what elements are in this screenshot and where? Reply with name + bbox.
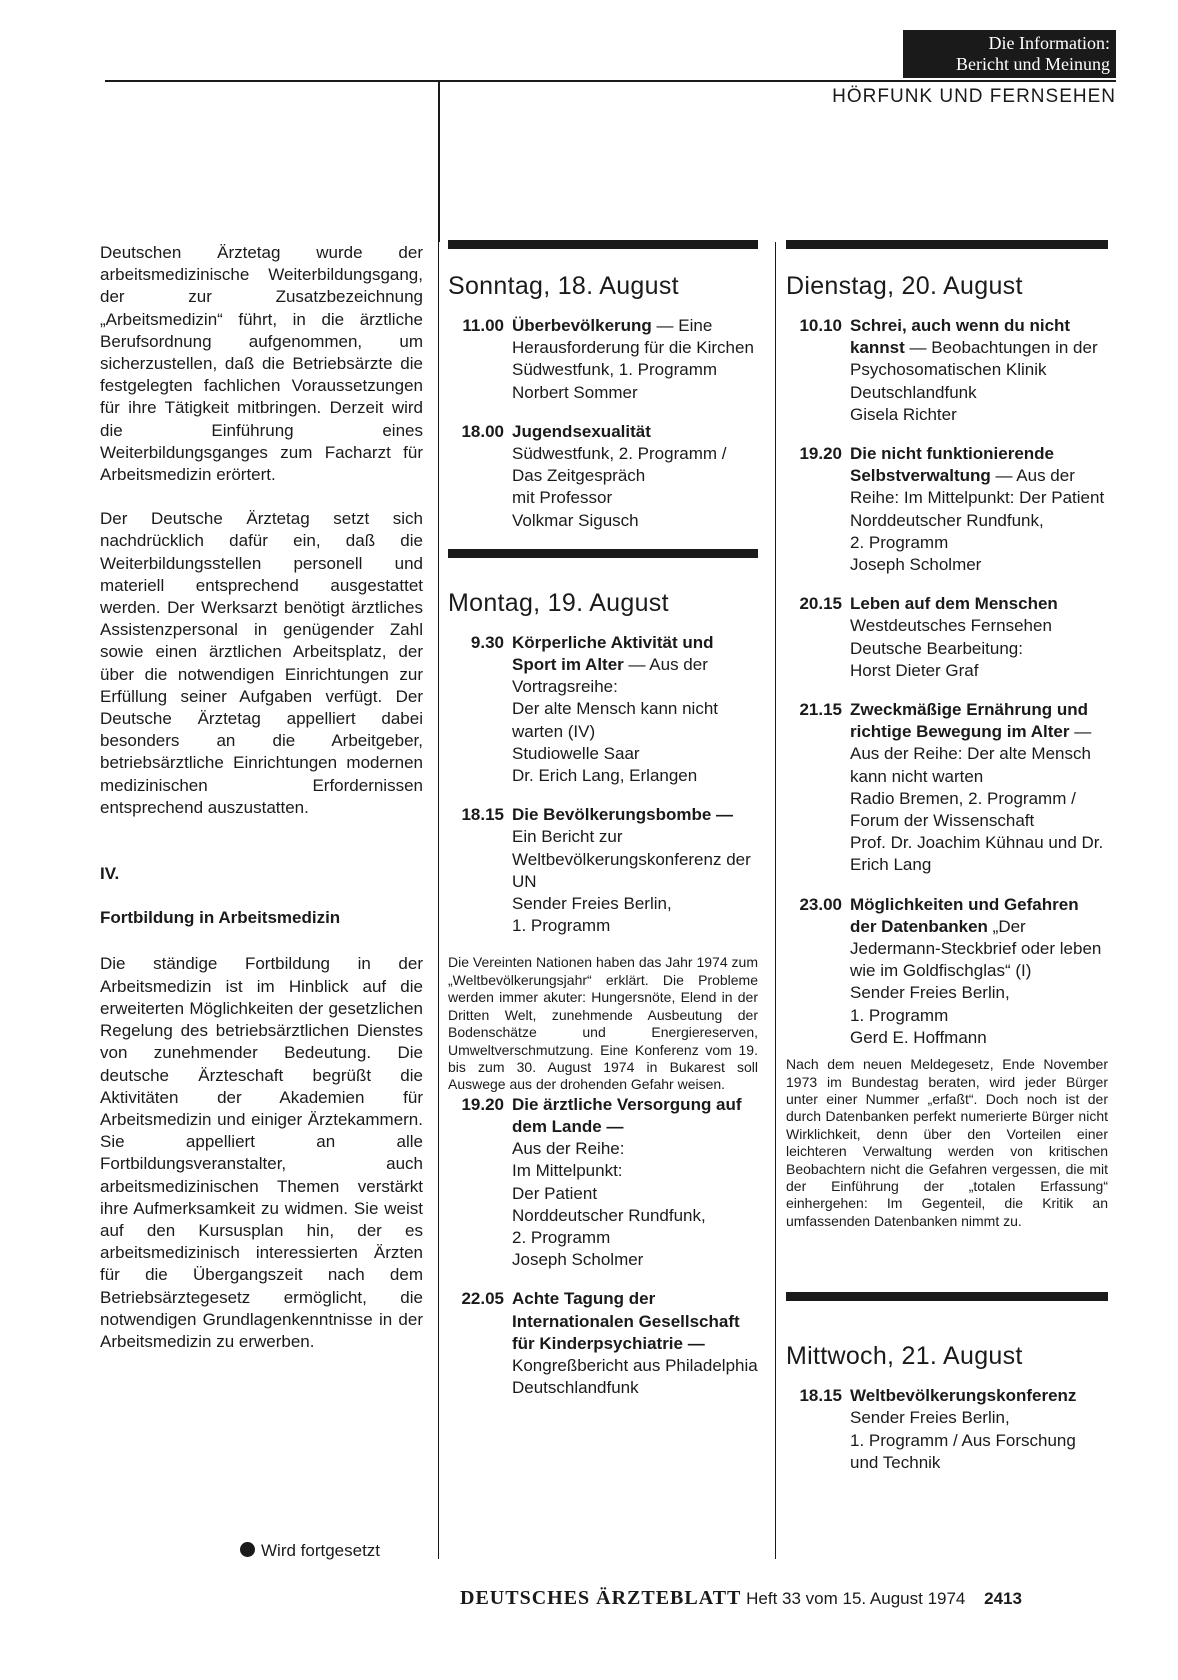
program-subtitle: — Aus der Reihe: Der alte Mensch kann nicht warten <box>850 722 1092 786</box>
program-time: 11.00 <box>462 316 504 335</box>
program-line: Sender Freies Berlin, <box>512 894 672 914</box>
program-line: Joseph Scholmer <box>850 555 982 575</box>
article-paragraph: Die ständige Fortbildung in der Arbeitsmedizin ist im Hinblick auf die erweiterten Möglichkeiten der gesetzlichen Regelung des betriebsärztlichen Dienstes von zunehmender Bedeutung. Die deutsche Ärzteschaft begrüßt die Aktivitäten der Akademien für Arbeitsmedizin und einiger Ärztekammern. Sie appelliert an alle Fortbildungsveranstalter, auch arbeitsmedizinischen Themen verstärkt ihre Aufmerksamkeit zu widmen. Sie weist auf den Kursusplan hin, der es arbeitsmedizinisch interessierten Ärzten für die Übergangszeit nach dem Betriebsärztegesetz ermöglicht, die notwendigen Grundlagenkenntnisse in der Arbeitsmedizin zu erwerben. <box>100 954 423 1351</box>
program-title: Schrei, auch wenn du nicht kannst <box>850 316 1071 358</box>
section-badge <box>903 30 1116 78</box>
program-note: Die Vereinten Nationen haben das Jahr 1974 zum „Weltbevölkerungsjahr“ erklärt. Die Probleme werden immer akuter: Hungersnöte, Elend in der Dritten Welt, zunehmende Ausbeutung der Bodenschätze und Energiereserven, Umweltverschmutzung. Eine Konferenz vom 19. bis zum 30. August 1974 in Bukarest soll Auswege aus der drohenden Gefahr weisen. <box>448 954 758 1093</box>
program-line: Gisela Richter <box>850 404 957 424</box>
program-title: Die Bevölkerungsbombe — <box>512 805 734 825</box>
program-entry <box>786 443 1108 576</box>
program-subtitle: — Eine Herausforderung für die Kirchen <box>512 316 754 358</box>
program-time: 9.30 <box>470 632 504 652</box>
program-time: 19.20 <box>461 1094 504 1114</box>
page-number: 2413 <box>984 1589 1022 1608</box>
program-note: Nach dem neuen Meldegesetz, Ende November 1973 im Bundestag beraten, wird jeder Bürger unter einer Nummer „erfaßt“. Doch noch ist der durch Datenbanken perfekt numerierte Bürger nicht Wirklichkeit, denn über den Vorteilen einer leichteren Verwaltung werden von kritischen Beobachtern nicht die Gefahren vergessen, die mit der Einführung der „totalen Erfassung“ einhergehen: Im Gegenteil, die Kritik an umfassenden Datenbanken nimmt zu. <box>786 1056 1108 1229</box>
program-subtitle: — Aus der Reihe: Im Mittelpunkt: Der Patient <box>850 466 1105 508</box>
article-paragraph: Der Deutsche Ärztetag setzt sich nachdrücklich dafür ein, daß die Weiterbildungsstellen personell und materiell entsprechend ausgestattet werden. Der Werksarzt benötigt ärztliches Assistenzpersonal in genügender Zahl sowie einen ärztlichen Arbeitsplatz, der über die notwendigen Einrichtungen zur Erfüllung seiner Aufgaben verfügt. Der Deutsche Ärztetag appelliert dabei besonders an die Arbeitgeber, betriebsärztliche Einrichtungen modernen medizinischen Erfordernissen entsprechend auszustatten. <box>100 509 423 817</box>
program-subtitle: „Der Jedermann-Steckbrief oder leben wie im Goldfischglas“ (I) <box>850 916 1102 981</box>
program-entry <box>448 804 758 937</box>
program-title: Jugendsexualität <box>512 421 651 441</box>
program-entry <box>786 593 1108 682</box>
continued-note <box>240 1541 380 1561</box>
program-line: 2. Programm <box>512 1227 611 1247</box>
program-line: Sender Freies Berlin, <box>850 983 1010 1003</box>
program-title: Weltbevölkerungskonferenz <box>850 1386 1077 1406</box>
program-line: Kongreßbericht aus Philadelphia <box>512 1355 758 1375</box>
program-entry <box>786 315 1108 426</box>
column-divider <box>775 242 776 1559</box>
column-divider <box>438 242 439 1559</box>
program-time: 19.20 <box>799 444 842 464</box>
program-line: 1. Programm <box>512 916 611 936</box>
program-line: Dr. Erich Lang, Erlangen <box>512 766 698 786</box>
program-entry <box>448 1288 758 1399</box>
day-heading: Sonntag, 18. August <box>448 272 679 300</box>
program-subtitle: — Beobachtungen in der Psychosomatischen Klinik <box>850 338 1098 380</box>
program-entry <box>448 632 758 787</box>
bullet-icon <box>240 1542 255 1557</box>
program-line: Forum der Wissenschaft <box>850 811 1035 831</box>
program-title: Leben auf dem Menschen <box>850 594 1058 614</box>
program-line: mit Professor <box>512 488 613 508</box>
program-entry <box>786 1385 1108 1474</box>
program-line: Sender Freies Berlin, <box>850 1408 1010 1428</box>
article-paragraph: Deutschen Ärztetag wurde der arbeitsmedizinische Weiterbildungsgang, der zur Zusatzbezeichnung „Arbeitsmedizin“ führt, in die ärztliche Berufsordnung aufgenommen, um sicherzustellen, daß die Betriebsärzte die festgelegten fachlichen Voraussetzungen für ihre Tätigkeit mitbringen. Derzeit wird die Einführung eines Weiterbildungsganges zum Facharzt für Arbeitsmedizin erörtert. <box>100 243 423 485</box>
program-line: Deutsche Bearbeitung: <box>850 638 1023 658</box>
program-time: 18.15 <box>461 805 504 825</box>
program-line: Radio Bremen, 2. Programm / <box>850 788 1076 808</box>
day-heading: Dienstag, 20. August <box>786 272 1023 300</box>
day-rule <box>448 240 758 249</box>
day-heading: Montag, 19. August <box>448 588 669 617</box>
section-badge-line2: Bericht und Meinung <box>956 54 1110 74</box>
issue-info: Heft 33 vom 15. August 1974 <box>746 1589 966 1608</box>
program-line: Westdeutsches Fernsehen <box>850 616 1052 636</box>
program-line: Prof. Dr. Joachim Kühnau und Dr. Erich Lang <box>850 833 1104 875</box>
program-entry <box>448 421 758 532</box>
program-entry <box>448 315 758 404</box>
program-line: 2. Programm <box>850 532 949 552</box>
program-title: Achte Tagung der Internationalen Gesellschaft für Kinderpsychiatrie — <box>512 1289 740 1353</box>
program-line: Südwestfunk, 1. Programm <box>512 360 718 380</box>
program-time: 22.05 <box>461 1289 504 1309</box>
program-time: 21.15 <box>799 700 842 720</box>
section-number: IV. <box>100 864 120 884</box>
program-entry <box>448 1094 758 1272</box>
program-line: Südwestfunk, 2. Programm / <box>512 444 727 464</box>
day-rule <box>786 240 1108 249</box>
program-column-middle <box>448 240 758 1416</box>
day-rule <box>448 549 758 558</box>
program-time: 18.00 <box>461 421 504 441</box>
program-title: Möglichkeiten und Gefahren der Datenbanken <box>850 894 1079 936</box>
program-line: Aus der Reihe: <box>512 1139 625 1159</box>
program-title: Die ärztliche Versorgung auf dem Lande — <box>512 1094 742 1136</box>
program-line: Der alte Mensch kann nicht warten (IV) <box>512 699 718 741</box>
program-line: Im Mittelpunkt: <box>512 1161 623 1181</box>
program-line: Norddeutscher Rundfunk, <box>512 1205 706 1225</box>
program-line: Der Patient <box>512 1183 598 1203</box>
program-line: 1. Programm / Aus Forschung und Technik <box>850 1430 1076 1472</box>
day-rule <box>786 1292 1108 1301</box>
program-line: Norbert Sommer <box>512 382 638 402</box>
program-time: 18.15 <box>799 1386 842 1406</box>
program-line: 1. Programm <box>850 1005 949 1025</box>
program-title: Die nicht funktionierende Selbstverwaltung <box>850 444 1055 486</box>
program-line: Studiowelle Saar <box>512 743 640 763</box>
continued-label: Wird fortgesetzt <box>261 1541 381 1560</box>
section-title: HÖRFUNK UND FERNSEHEN <box>832 86 1116 107</box>
program-line: Horst Dieter Graf <box>850 660 979 680</box>
article-column <box>100 242 423 1353</box>
header-rule <box>105 80 1116 82</box>
program-line: Norddeutscher Rundfunk, <box>850 510 1044 530</box>
page-footer <box>460 1587 1022 1610</box>
program-title: Zweckmäßige Ernährung und richtige Bewegung im Alter <box>850 700 1089 742</box>
program-line: Joseph Scholmer <box>512 1250 644 1270</box>
header-divider <box>438 80 440 242</box>
program-line: Das Zeitgespräch <box>512 466 646 486</box>
section-badge-line1: Die Information: <box>988 33 1110 53</box>
program-time: 20.15 <box>799 594 842 614</box>
program-title: Überbevölkerung <box>512 316 652 335</box>
program-line: Ein Bericht zur Weltbevölkerungskonferenz der UN <box>512 827 751 891</box>
program-line: Volkmar Sigusch <box>512 510 639 530</box>
program-time: 10.10 <box>799 316 842 335</box>
masthead: DEUTSCHES ÄRZTEBLATT <box>460 1587 742 1609</box>
section-heading: Fortbildung in Arbeitsmedizin <box>100 908 341 928</box>
program-subtitle: — Aus der Vortragsreihe: <box>512 655 708 697</box>
program-time: 23.00 <box>799 894 842 914</box>
program-entry <box>786 699 1108 877</box>
program-column-right <box>786 240 1108 1491</box>
day-heading: Mittwoch, 21. August <box>786 1342 1023 1371</box>
program-line: Deutschlandfunk <box>512 1378 639 1398</box>
program-line: Deutschlandfunk <box>850 382 977 402</box>
program-entry <box>786 894 1108 1049</box>
program-title: Körperliche Aktivität und Sport im Alter <box>512 632 714 675</box>
program-line: Gerd E. Hoffmann <box>850 1027 987 1047</box>
